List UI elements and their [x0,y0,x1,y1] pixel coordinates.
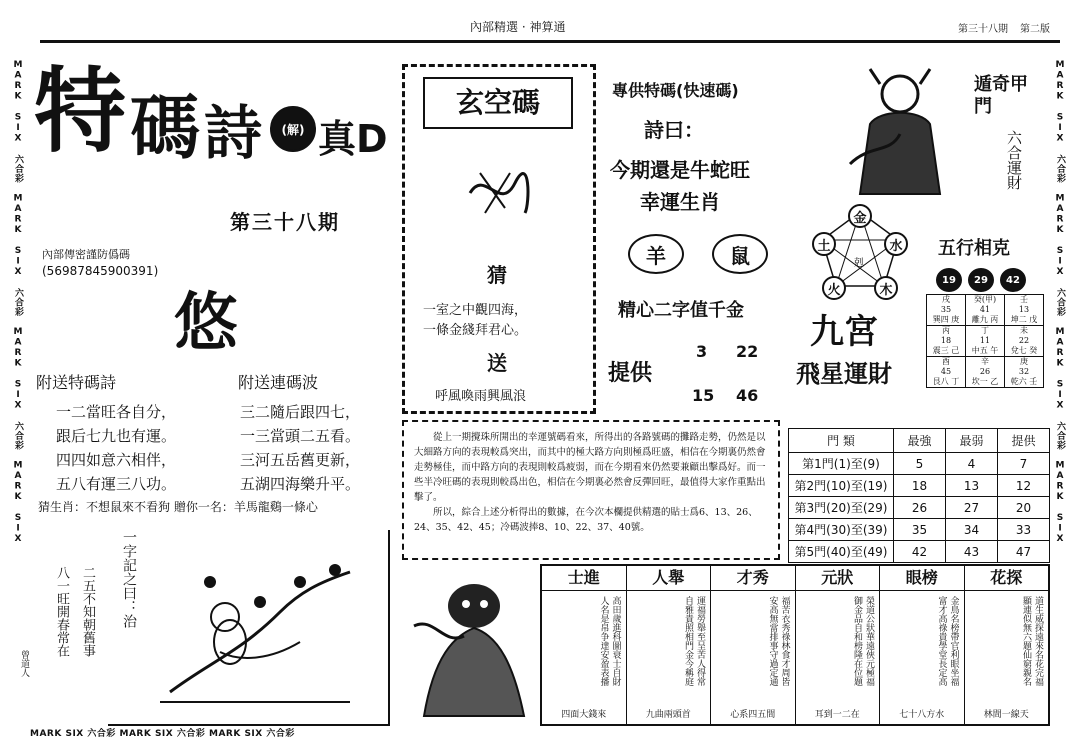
door-row [789,541,1050,563]
keju-title: 元狀 [796,566,880,591]
door-provide: 33 [998,519,1050,541]
keju-column [542,566,627,724]
analysis-para: 所以，綜合上述分析得出的數據，在今次本欄提供精選的貼士爲6、13、26、24、35、42、45；冷碼波捧8、10、22、37、40號。 [414,507,758,533]
poem-heading: 附送特碼詩 [36,373,117,392]
keju-title: 士進 [542,566,626,591]
keju-column [880,566,965,724]
qimen-title-text: 遁奇甲門 [974,74,1028,117]
poem-line: 跟后七九也有運。 [56,427,177,445]
one-char-line: 二五不知朝舊事 [80,566,95,657]
wave-line: 三二隨后跟四七， [240,403,361,421]
qimen-title [974,74,1030,118]
keju-table [540,564,1050,726]
wave-line: 五湖四海樂升平。 [240,475,361,493]
door-row [789,497,1050,519]
one-char-title: 一字記之曰：治 [121,530,137,628]
element-water: 水 [884,232,908,256]
keju-column [796,566,881,724]
provide-label: 提供 [608,361,653,386]
door-row [789,519,1050,541]
keju-text: 運福勞舉至呈苦人得常自雅貴照相門金今稱庭 [683,596,705,686]
door-header: 提供 [998,429,1050,453]
door-strong: 5 [894,453,946,475]
keju-text: 福苦衣秀祿林食才周皆安高無當排事守過定通 [767,596,790,686]
bottom-strip: MARK SIX 六合彩 MARK SIX 六合彩 MARK SIX 六合彩 [30,729,295,739]
flying-star-label: 飛星運財 [796,359,892,388]
poem-line: 四四如意六相伴， [56,451,177,469]
one-char-line: 八一旺開春常在 [54,566,69,657]
keju-footer: 四面大錢來 [561,710,607,720]
title-char-ma: 碼 [130,87,200,169]
element-earth: 土 [812,232,836,256]
door-provide: 7 [998,453,1050,475]
door-weak: 34 [946,519,998,541]
element-wood: 木 [874,276,898,300]
deity-illustration [840,64,950,204]
element-fire: 火 [822,276,846,300]
wuxing-ball: 19 [936,268,962,292]
palace-cell: 辛 26 坎一 乙 [966,357,1005,388]
title-badge: (解) [270,106,316,152]
xuankong-title: 玄空碼 [423,77,573,129]
xuankong-panel [402,64,596,414]
door-header: 最弱 [946,429,998,453]
xuankong-send-line: 呼風喚雨興風浪 [435,389,527,404]
palace-cell: 酉 45 艮八 丁 [927,357,966,388]
wave-heading: 附送連碼波 [238,373,319,392]
guess-line: 猜生肖：不想鼠來不看狗 贈你一名：羊馬龍鷄一條心 [38,500,318,514]
special-note: 精心二字值千金 [618,300,744,321]
palace-cell: 癸(甲) 41 離九 丙 [966,295,1005,326]
one-char-box [19,530,390,726]
keju-column [627,566,712,724]
special-line2: 幸運生肖 [640,190,720,214]
xuankong-send: 送 [487,351,507,375]
right-side-strip: MARK SIX 六合彩 MARK SIX 六合彩 MARK SIX 六合彩 MARK SIX [1055,60,1065,545]
keju-text: 道生威探遠來名花完福顯連似無六題仙窮親名 [1021,596,1043,686]
poem-title [34,58,394,188]
wave-lines [240,400,360,496]
door-weak: 43 [946,541,998,563]
qimen-subtitle: 六合運財 [1005,130,1023,190]
poem-line: 一二當旺各自分， [56,403,177,421]
palace-cell: 壬 13 坤二 戊 [1005,295,1044,326]
keju-title: 才秀 [711,566,795,591]
door-strong: 26 [894,497,946,519]
door-range: 第1門(1)至(9) [789,453,894,475]
door-strong: 42 [894,541,946,563]
poem-lines [56,400,176,496]
palace-cell: 丙 18 震三 己 [927,326,966,357]
door-provide: 20 [998,497,1050,519]
xuankong-glyph [465,163,535,223]
door-header: 最強 [894,429,946,453]
door-provide: 12 [998,475,1050,497]
door-header: 門 類 [789,429,894,453]
big-character: 悠 [174,286,238,361]
palace-cell: 庚 32 乾六 壬 [1005,357,1044,388]
door-range: 第4門(30)至(39) [789,519,894,541]
special-num: 15 [692,386,715,405]
wuxing-ball: 29 [968,268,994,292]
ghost-illustration [404,566,536,726]
wave-line: 三河五岳舊更新， [240,451,361,469]
xuankong-verse: 一室之中觀四海， [423,303,528,318]
wuxing-ball: 42 [1000,268,1026,292]
keju-footer: 七十八方水 [899,710,945,720]
qimen-panel [786,58,1048,416]
keju-footer: 林間一線天 [983,710,1029,720]
keju-footer: 九曲兩頭首 [645,710,691,720]
analysis-box [402,420,780,560]
wave-line: 一三當頭二五看。 [240,427,361,445]
keju-column [965,566,1049,724]
xuankong-verse: 一條金綫拜君心。 [423,323,528,338]
left-side-strip: MARK SIX 六合彩 MARK SIX 六合彩 MARK SIX 六合彩 MARK SIX [13,60,23,545]
keju-title: 眼榜 [880,566,964,591]
phone-number: (56987845900391) [42,264,159,278]
door-row [789,475,1050,497]
door-weak: 27 [946,497,998,519]
door-range: 第3門(20)至(29) [789,497,894,519]
door-weak: 13 [946,475,998,497]
door-strong: 35 [894,519,946,541]
header-center-title: 內部精選 · 神算通 [470,20,566,34]
wuxing-label: 五行相克 [938,238,1010,259]
special-panel [604,64,780,414]
palace-cell: 戌 35 巽四 庚 [927,295,966,326]
xuankong-guess: 猜 [487,263,507,287]
zodiac-rat: 鼠 [712,234,768,274]
analysis-para: 從上一期攪珠所開出的幸運號碼看來，所得出的各路號碼的攤路走勢，仍然是以大細路方向的表現較爲突出，而其中的極大路方向則極爲旺盛，相信在今期裏仍然會走勢極佳，而中路方向的表現則較爲疲弱，而在今期看來仍然要兼顧出擊爲好。而一些半冷旺碼的表現則較爲出色，相信在今期裏必然會反彈回旺，最值得大家作重點出擊了。 [414,432,766,503]
special-poem-label: 詩曰： [644,118,704,142]
keju-column [711,566,796,724]
door-strong: 18 [894,475,946,497]
one-char-sign: 曾道人 [19,650,29,677]
monkey-illustration [150,542,380,712]
door-range: 第5門(40)至(49) [789,541,894,563]
header-issue: 第三十八期 [958,24,1008,35]
keju-text: 高田歲進科圖衰士自財人名是帛争達安盈表播 [598,596,621,686]
keju-text: 榮道公狀華遠俠元極福御金品自和榜隆在位題 [852,596,874,686]
palace-cell: 丁 11 中五 午 [966,326,1005,357]
nine-palace-grid [926,294,1044,388]
poem-line: 五八有運三八功。 [56,475,177,493]
special-num: 22 [736,342,759,361]
palace-cell: 未 22 兌七 癸 [1005,326,1044,357]
poem-panel [34,58,390,528]
door-range: 第2門(10)至(19) [789,475,894,497]
door-row [789,453,1050,475]
door-weak: 4 [946,453,998,475]
special-title: 專供特碼(快速碼) [612,81,739,100]
title-char-te: 特 [34,58,127,165]
title-suffix: 真D [318,117,388,161]
keju-footer: 心系四五間 [730,710,776,720]
header-edition: 第二版 [1020,24,1050,35]
special-line1: 今期還是牛蛇旺 [610,158,750,182]
keju-title: 花探 [965,566,1049,591]
internal-label: 內部傳密謹防僞碼 [42,248,130,261]
title-char-shi: 詩 [204,99,263,167]
special-num: 3 [696,342,708,361]
special-num: 46 [736,386,759,405]
poem-issue: 第三十八期 [230,210,340,234]
element-metal: 金 [848,204,872,228]
nine-palace-label: 九宮 [810,312,878,352]
door-provide: 47 [998,541,1050,563]
zodiac-sheep: 羊 [628,234,684,274]
keju-footer: 耳到一二在 [814,710,860,720]
keju-title: 人舉 [627,566,711,591]
element-center: 剋 [854,258,864,269]
door-table [788,428,1050,563]
keju-text: 金鳥名榜帶官利眼坐福富才高祿貴學堂長定高 [936,596,959,686]
header-rule [40,40,1060,43]
